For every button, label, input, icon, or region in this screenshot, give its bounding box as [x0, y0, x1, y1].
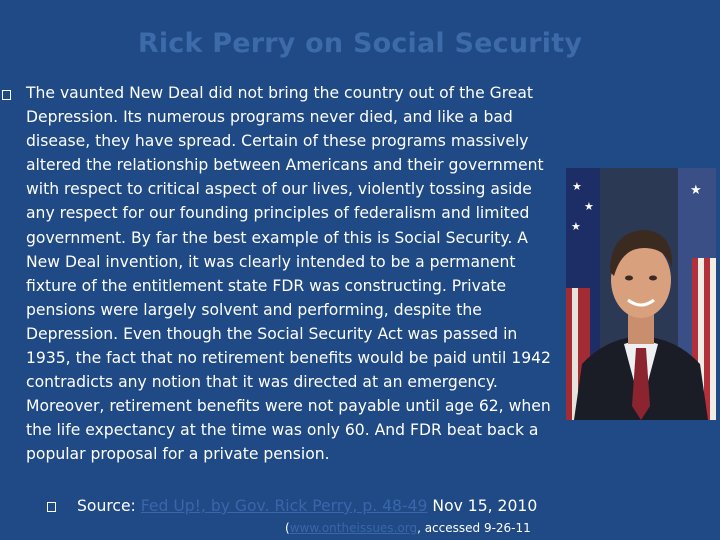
- svg-text:★: ★: [584, 200, 594, 213]
- bullet-square-icon: [2, 90, 11, 100]
- access-open-paren: (: [285, 521, 290, 535]
- source-book-link[interactable]: Fed Up!, by Gov. Rick Perry, p. 48-49: [140, 497, 428, 515]
- portrait-photo: [566, 168, 716, 420]
- access-line: [285, 519, 531, 537]
- body-paragraph: The vaunted New Deal did not bring the country out of the Great Depression. Its numerous programs never died, and like a bad disease, they have spread. Certain of these programs massively altered the relationship between Americans and their government with respect to critical aspect of our lives, violently tossing aside any respect for our founding principles of federalism and limited government. By far the best example of this is Social Security. A New Deal invention, it was clearly intended to be a permanent fixture of the entitlement state FDR was constructing. Private pensions were largely solvent and performing, despite the Depression. Even though the Social Security Act was passed in 1935, the fact that no retirement benefits would be paid until 1942 contradicts any notion that it was directed at an emergency. Moreover, retirement benefits were not payable until age 62, when the life expectancy at the time was only 60. And FDR beat back a popular proposal for a private pension.: [26, 84, 551, 464]
- bullet-square-icon: [47, 502, 56, 512]
- source-prefix: Source:: [77, 497, 141, 515]
- source-text: [77, 494, 537, 518]
- slide-title: Rick Perry on Social Security: [137, 28, 583, 59]
- svg-text:★: ★: [571, 220, 581, 233]
- ontheissues-link[interactable]: www.ontheissues.org: [289, 521, 418, 535]
- svg-text:★: ★: [572, 180, 582, 193]
- access-suffix: , accessed 9-26-11: [417, 521, 531, 535]
- portrait-illustration: [566, 168, 716, 420]
- source-date: Nov 15, 2010: [427, 497, 538, 515]
- svg-text:★: ★: [690, 183, 702, 198]
